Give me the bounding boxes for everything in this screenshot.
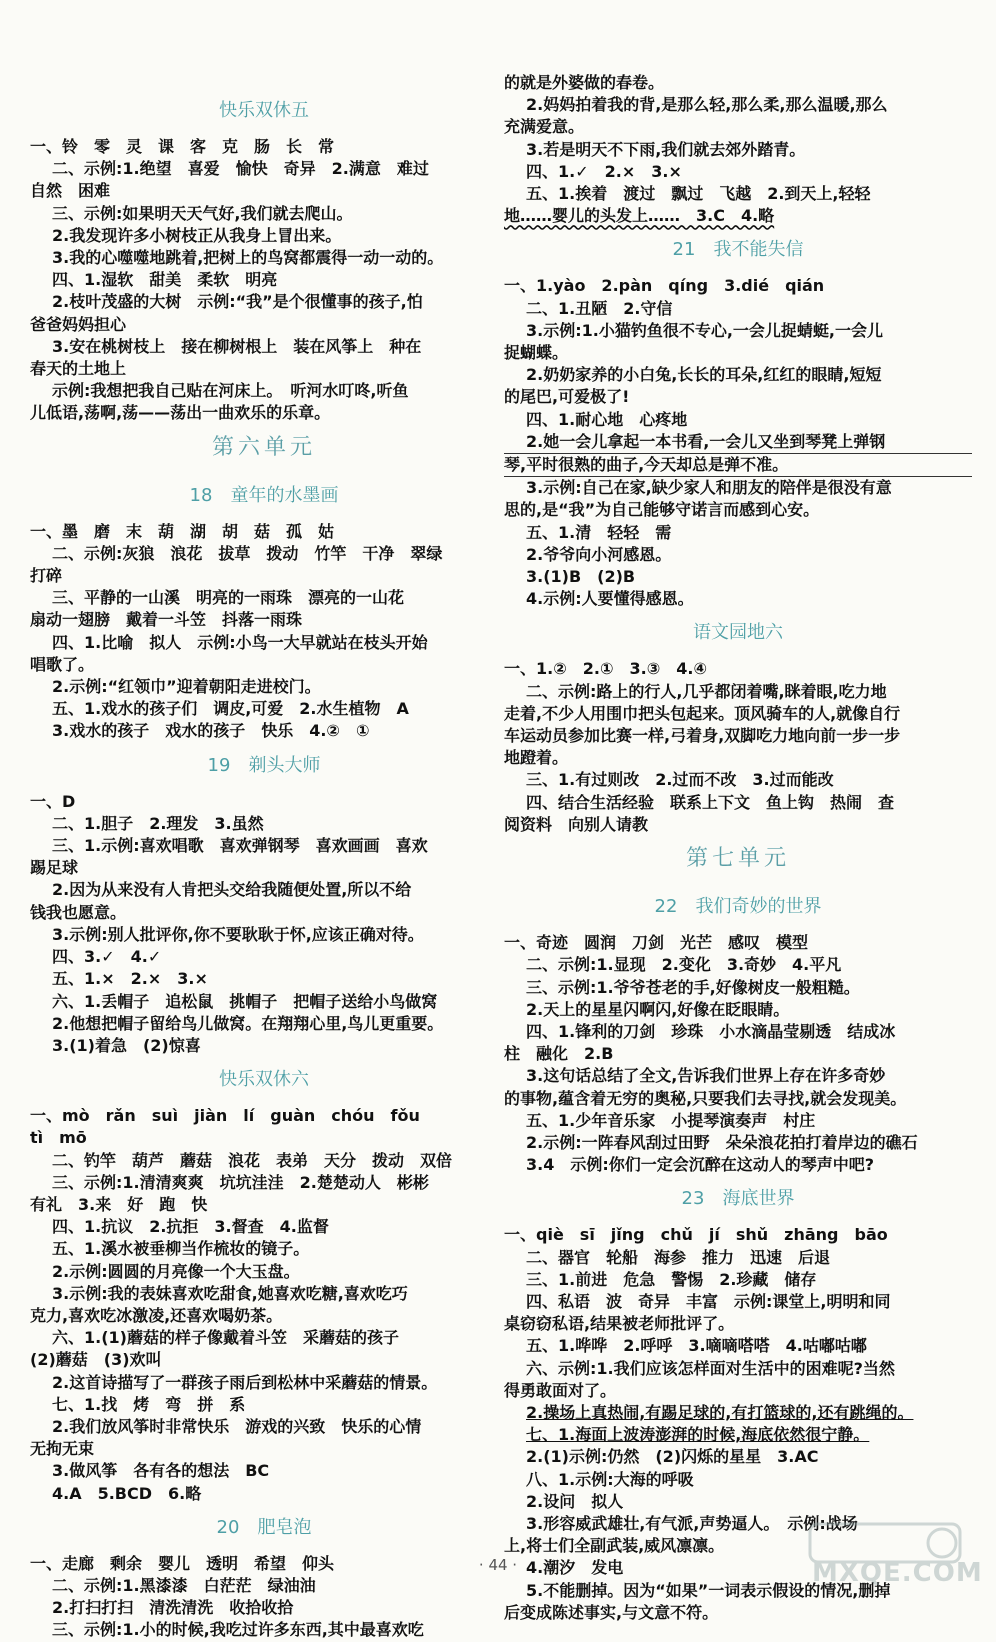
answer-line: 后变成陈述事实,与文意不符。 [504,1602,719,1622]
answer-line: 五、1.少年音乐家 小提琴演奏声 村庄 [526,1110,816,1130]
answer-line: 打碎 [30,566,63,586]
answer-column-right [504,72,972,1624]
answer-line: 三、示例:1.小的时候,我吃过许多东西,其中最喜欢吃 [52,1620,424,1640]
answer-line: 爸爸妈妈担心 [30,314,127,334]
answer-line: 的就是外婆做的春卷。 [504,73,665,92]
answer-line: 五、1.× 2.× 3.× [52,969,208,989]
answer-line: 唱歌了。 [30,654,95,674]
answer-line: 走着,不少人用围巾把头包起来。顶风骑车的人,就像自行 [504,703,901,723]
answer-line: 有礼 3.来 好 跑 快 [30,1194,208,1214]
answer-line: 六、示例:1.我们应该怎样面对生活中的困难呢?当然 [526,1358,895,1378]
section-title: 21 我不能失信 [672,239,804,261]
unit-title: 第七单元 [685,846,790,872]
answer-line: 2.因为从来没有人肯把头交给我随便处置,所以不给 [52,880,412,900]
answer-line: 四、1.抗议 2.抗拒 3.督查 4.监督 [52,1217,329,1237]
answer-line: 春天的土地上 [30,359,127,379]
answer-line: 2.天上的星星闪啊闪,好像在眨眼睛。 [526,999,790,1019]
answer-line: 2.爷爷向小河感恩。 [526,544,672,564]
answer-line: 3.示例:1.小猫钓鱼很不专心,一会儿捉蜻蜓,一会儿 [526,320,883,340]
answer-line: 桌窃窃私语,结果被老师批评了。 [504,1314,735,1334]
unit-title: 第六单元 [211,434,316,460]
answer-line: 一、1.yào 2.pàn qíng 3.dié qián [504,276,825,296]
answer-line: tì mō [30,1128,87,1148]
answer-line: 2.(1)示例:仍然 (2)闪烁的星星 3.AC [526,1447,819,1467]
answer-line: 2.操场上真热闹,有踢足球的,有打篮球的,还有跳绳的。 [526,1402,914,1422]
answer-line: 五、1.戏水的孩子们 调皮,可爱 2.水生植物 A [52,699,409,719]
answer-line: 2.我们放风筝时非常快乐 游戏的兴致 快乐的心情 [52,1416,422,1436]
answer-line: 上,将士们全副武装,威风凛凛。 [504,1536,725,1556]
answer-line: 3.戏水的孩子 戏水的孩子 快乐 4.② ① [52,721,370,741]
answer-line: 一、1.② 2.① 3.③ 4.④ [504,659,708,679]
answer-line: 五、1.清 轻轻 需 [526,522,672,542]
answer-line: 四、结合生活经验 联系上下文 鱼上钩 热闹 查 [526,792,895,812]
answer-line: 三、示例:如果明天天气好,我们就去爬山。 [52,203,353,223]
section-title: 23 海底世界 [681,1188,795,1210]
answer-line: 3.我的心噬噬地跳着,把树上的鸟窝都震得一动一动的。 [52,248,444,268]
answer-line: 3.若是明天不下雨,我们就去郊外踏青。 [526,139,806,159]
answer-line: 地蹬着。 [504,748,569,768]
answer-line: 一、qiè sī jǐng chǔ jí shǔ zhāng bāo [504,1225,888,1245]
answer-column-left [30,88,498,1642]
answer-line: 2.她一会儿拿起一本书看,一会儿又坐到琴凳上弹钢 [526,431,886,451]
answer-line: 3.示例:自己在家,缺少家人和朋友的陪伴是很没有意 [526,478,892,498]
answer-line: 得勇敢面对了。 [504,1380,617,1400]
watermark-text: MXQE.COM [812,1558,983,1588]
answer-line: 车运动员参加比赛一样,弓着身,双脚吃力地向前一步一步 [504,726,901,746]
answer-line: 一、D [30,791,76,811]
answer-line: 地……婴儿的头发上…… 3.C 4.略 [504,206,775,226]
answer-line: 三、示例:1.爷爷苍老的手,好像树皮一般粗糙。 [526,977,860,997]
answer-line: 四、1.✓ 2.× 3.× [526,161,682,181]
answer-line: 五、1.溪水被垂柳当作梳妆的镜子。 [52,1239,310,1259]
answer-line: 六、1.(1)蘑菇的样子像戴着斗笠 采蘑菇的孩子 [52,1328,399,1348]
answer-line: 的尾巴,可爱极了! [504,387,630,407]
answer-line: 2.他想把帽子留给鸟儿做窝。在翔翔心里,鸟儿更重要。 [52,1013,444,1033]
answer-line: 3.(1)着急 (2)惊喜 [52,1035,201,1055]
answer-line: 3.示例:别人批评你,你不要耿耿于怀,应该正确对待。 [52,924,424,944]
answer-line: 八、1.示例:大海的呼吸 [526,1469,694,1489]
answer-line: 三、示例:1.清清爽爽 坑坑洼洼 2.楚楚动人 彬彬 [52,1172,429,1192]
answer-line: (2)蘑菇 (3)欢叫 [30,1350,162,1370]
answer-line: 三、1.有过则改 2.过而不改 3.过而能改 [526,770,834,790]
answer-line: 自然 困难 [30,181,111,201]
answer-line: 四、1.湿软 甜美 柔软 明亮 [52,270,278,290]
section-title: 22 我们奇妙的世界 [654,896,822,918]
answer-line: 2.奶奶家养的小白兔,长长的耳朵,红红的眼睛,短短 [526,365,882,385]
answer-line: 二、钓竿 葫芦 蘑菇 浪花 表弟 天分 拨动 双倍 [52,1150,453,1170]
answer-line: 三、1.示例:喜欢唱歌 喜欢弹钢琴 喜欢画画 喜欢 [52,836,428,856]
answer-line: 扇动一翅膀 戴着一斗笠 抖落一雨珠 [30,610,303,630]
section-title: 快乐双休六 [219,1069,309,1091]
answer-line: 二、示例:路上的行人,几乎都闭着嘴,眯着眼,吃力地 [526,681,887,701]
answer-line: 一、墨 磨 末 葫 湖 胡 菇 孤 姑 [30,521,335,541]
answer-line: 3.安在桃树枝上 接在柳树根上 装在风筝上 种在 [52,336,422,356]
answer-line: 捉蝴蝶。 [504,343,569,363]
answer-line: 五、1.哗哗 2.呼呼 3.嘀嘀嗒嗒 4.咕嘟咕嘟 [526,1336,867,1356]
answer-line: 2.设问 拟人 [526,1491,624,1511]
answer-line: 踢足球 [30,858,79,878]
answer-line: 思的,是“我”为自己能够守诺言而感到心安。 [504,500,820,520]
answer-line: 2.示例:圆圆的月亮像一个大玉盘。 [52,1261,300,1281]
answer-line: 5.不能删掉。因为“如果”一词表示假设的情况,删掉 [526,1580,891,1600]
answer-line: 儿低语,荡啊,荡——荡出一曲欢乐的乐章。 [30,403,331,423]
answer-line: 示例:我想把我自己贴在河床上。 听河水叮咚,听鱼 [52,381,409,401]
answer-line: 4.示例:人要懂得感恩。 [526,589,694,609]
answer-line: 一、mò rǎn suì jiàn lí guàn chóu fǒu [30,1106,420,1126]
answer-line: 2.妈妈拍着我的背,是那么轻,那么柔,那么温暖,那么 [526,95,888,115]
answer-line: 琴,平时很熟的曲子,今天却总是弹不准。 [504,453,972,477]
answer-line: 七、1.海面上波涛澎湃的时候,海底依然很宁静。 [526,1425,870,1445]
answer-line: 二、器官 轮船 海参 推力 迅速 后退 [526,1247,831,1267]
answer-line: 三、平静的一山溪 明亮的一雨珠 漂亮的一山花 [52,588,405,608]
answer-line: 克力,喜欢吃冰激凌,还喜欢喝奶茶。 [30,1305,283,1325]
answer-line: 四、1.比喻 拟人 示例:小鸟一大早就站在枝头开始 [52,632,428,652]
answer-line: 三、1.前进 危急 警惕 2.珍藏 储存 [526,1269,817,1289]
answer-line: 二、示例:1.显现 2.变化 3.奇妙 4.平凡 [526,955,842,975]
answer-line: 2.示例:“红领巾”迎着朝阳走进校门。 [52,677,321,697]
answer-line: 四、1.耐心地 心疼地 [526,409,688,429]
answer-line: 四、私语 波 奇异 丰富 示例:课堂上,明明和同 [526,1291,891,1311]
answer-line: 二、示例:1.绝望 喜爱 愉快 奇异 2.满意 难过 [52,159,429,179]
answer-line: 六、1.丢帽子 追松鼠 挑帽子 把帽子送给小鸟做窝 [52,991,438,1011]
watermark-logo [792,1518,982,1588]
section-title: 18 童年的水墨画 [189,484,339,506]
answer-line: 钱我也愿意。 [30,902,127,922]
answer-line: 二、1.胆子 2.理发 3.虽然 [52,813,264,833]
section-title: 20 肥皂泡 [216,1516,312,1538]
answer-line: 3.做风筝 各有各的想法 BC [52,1461,270,1481]
answer-line: 2.我发现许多小树枝正从我身上冒出来。 [52,225,342,245]
answer-line: 2.示例:一阵春风刮过田野 朵朵浪花拍打着岸边的礁石 [526,1132,918,1152]
answer-line: 阅资料 向别人请教 [504,814,649,834]
answer-line: 的事物,蕴含着无穷的奥秘,只要我们去寻找,就会发现美。 [504,1088,907,1108]
page-number: · 44 · [478,1556,518,1574]
answer-line: 二、示例:灰狼 浪花 拔草 拨动 竹竿 干净 翠绿 [52,543,443,563]
answer-line: 4.A 5.BCD 6.略 [52,1483,202,1503]
answer-line: 无拘无束 [30,1439,95,1459]
answer-line: 二、1.丑陋 2.守信 [526,298,673,318]
answer-line: 3.形容威武雄壮,有气派,声势逼人。 示例:战场 [526,1513,858,1533]
answer-line: 3.这句话总结了全文,告诉我们世界上存在许多奇妙 [526,1066,886,1086]
answer-line: 充满爱意。 [504,117,585,137]
answer-line: 一、走廊 剩余 婴儿 透明 希望 仰头 [30,1553,335,1573]
answer-line: 2.枝叶茂盛的大树 示例:“我”是个很懂事的孩子,怕 [52,292,423,312]
answer-line: 2.打扫打扫 清洗清洗 收拾收拾 [52,1598,294,1618]
answer-line: 柱 融化 2.B [504,1044,614,1064]
answer-line: 七、1.找 烤 弯 拼 系 [52,1394,246,1414]
section-title: 语文园地六 [693,622,783,644]
answer-line: 一、奇迹 圆润 刀剑 光芒 感叹 模型 [504,933,809,953]
section-title: 快乐双休五 [219,100,309,121]
section-title: 19 剃头大师 [207,754,321,776]
answer-line: 3.4 示例:你们一定会沉醉在这动人的琴声中吧? [526,1155,875,1175]
answer-line: 3.(1)B (2)B [526,567,636,587]
answer-line: 四、1.锋利的刀剑 珍珠 小水滴晶莹剔透 结成冰 [526,1021,896,1041]
answer-line: 一、铃 零 灵 课 客 克 肠 长 常 [30,137,335,156]
answer-line: 4.潮汐 发电 [526,1558,624,1578]
answer-line: 2.这首诗描写了一群孩子雨后到松林中采蘑菇的情景。 [52,1372,438,1392]
answer-line: 四、3.✓ 4.✓ [52,947,162,967]
answer-line: 3.示例:我的表妹喜欢吃甜食,她喜欢吃糖,喜欢吃巧 [52,1283,408,1303]
answer-line: 五、1.挨着 渡过 飘过 飞越 2.到天上,轻轻 [526,184,871,204]
answer-line: 二、示例:1.黑漆漆 白茫茫 绿油油 [52,1575,316,1595]
